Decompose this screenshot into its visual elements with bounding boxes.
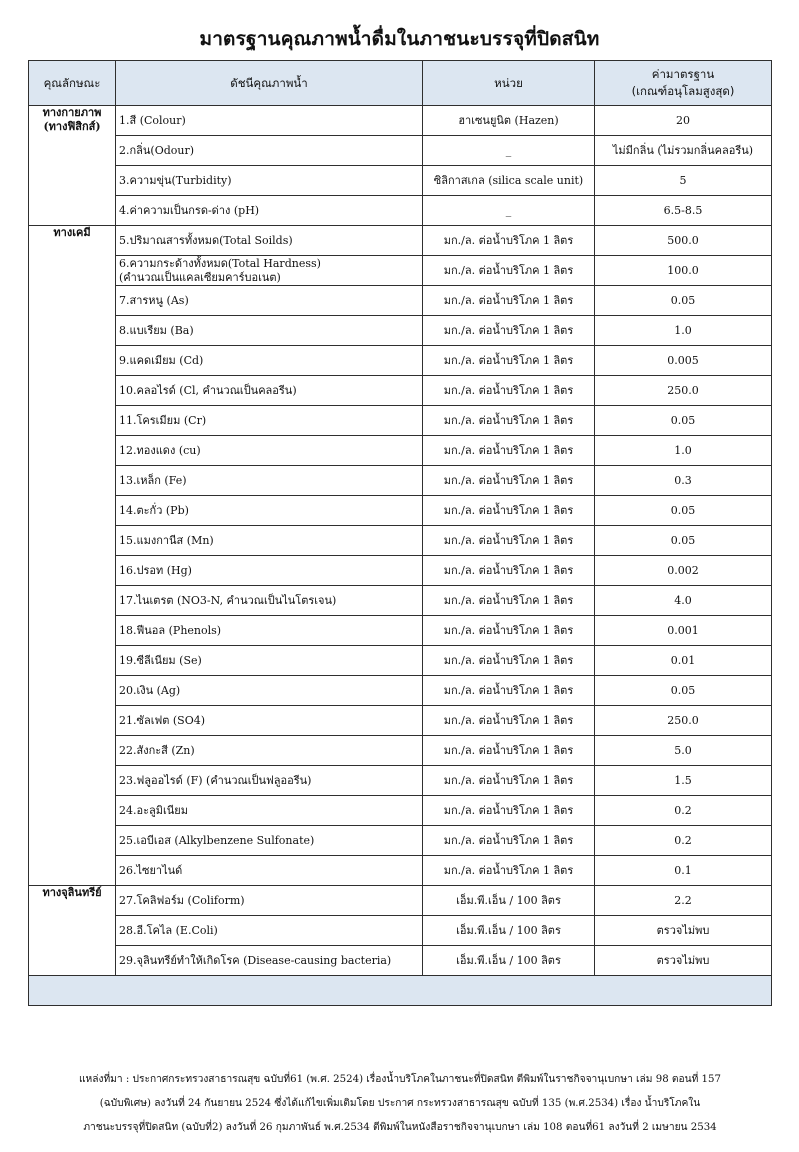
unit-cell: มก./ล. ต่อน้ำบริโภค 1 ลิตร bbox=[423, 586, 595, 616]
table-row bbox=[29, 226, 772, 256]
unit-cell: ฮาเซนยูนิต (Hazen) bbox=[423, 106, 595, 136]
parameter-cell bbox=[116, 226, 423, 256]
parameter-cell bbox=[116, 136, 423, 166]
standard-value-cell: ตรวจไม่พบ bbox=[595, 916, 772, 946]
table-row bbox=[29, 946, 772, 976]
standard-value-cell: 4.0 bbox=[595, 586, 772, 616]
table-row bbox=[29, 556, 772, 586]
table-footer-band bbox=[29, 976, 772, 1006]
parameter-name: 23.ฟลูออไรด์ (F) (คำนวณเป็นฟลูออรีน) bbox=[119, 773, 312, 787]
parameter-cell bbox=[116, 796, 423, 826]
standard-value-cell: 0.001 bbox=[595, 616, 772, 646]
group-micro bbox=[29, 886, 116, 976]
table-row bbox=[29, 856, 772, 886]
table-row bbox=[29, 286, 772, 316]
parameter-cell bbox=[116, 856, 423, 886]
page-title: มาตรฐานคุณภาพน้ำดื่มในภาชนะบรรจุที่ปิดสนิท bbox=[199, 28, 600, 50]
parameter-name: 13.เหล็ก (Fe) bbox=[119, 473, 187, 487]
table-row bbox=[29, 136, 772, 166]
water-standard-table bbox=[28, 60, 772, 1006]
parameter-note: (คำนวณเป็นแคลเซียมคาร์บอเนต) bbox=[119, 270, 281, 284]
parameter-cell bbox=[116, 196, 423, 226]
header-standard bbox=[595, 61, 772, 106]
table-row bbox=[29, 706, 772, 736]
standard-value-cell: 0.005 bbox=[595, 346, 772, 376]
standard-value-cell: 0.1 bbox=[595, 856, 772, 886]
unit-cell: มก./ล. ต่อน้ำบริโภค 1 ลิตร bbox=[423, 796, 595, 826]
unit-cell: เอ็ม.พี.เอ็น / 100 ลิตร bbox=[423, 886, 595, 916]
unit-cell: มก./ล. ต่อน้ำบริโภค 1 ลิตร bbox=[423, 556, 595, 586]
parameter-name: 9.แคดเมียม (Cd) bbox=[119, 353, 204, 367]
parameter-name: 4.ค่าความเป็นกรด-ด่าง (pH) bbox=[119, 203, 260, 217]
standard-value-cell: 0.01 bbox=[595, 646, 772, 676]
parameter-name: 20.เงิน (Ag) bbox=[119, 683, 181, 697]
standard-value-cell: 5.0 bbox=[595, 736, 772, 766]
standard-value-cell: 0.002 bbox=[595, 556, 772, 586]
table-row bbox=[29, 256, 772, 286]
unit-cell: มก./ล. ต่อน้ำบริโภค 1 ลิตร bbox=[423, 226, 595, 256]
parameter-name: 12.ทองแดง (cu) bbox=[119, 443, 201, 457]
standard-value-cell: 0.05 bbox=[595, 676, 772, 706]
standard-value-cell: 250.0 bbox=[595, 706, 772, 736]
unit-cell: มก./ล. ต่อน้ำบริโภค 1 ลิตร bbox=[423, 406, 595, 436]
parameter-cell bbox=[116, 406, 423, 436]
standard-value-cell: 1.0 bbox=[595, 436, 772, 466]
standard-value-cell: 5 bbox=[595, 166, 772, 196]
table-row bbox=[29, 616, 772, 646]
header-characteristic: คุณลักษณะ bbox=[29, 61, 116, 106]
parameter-cell bbox=[116, 676, 423, 706]
parameter-name: 2.กลิ่น(Odour) bbox=[119, 143, 195, 157]
unit-cell: มก./ล. ต่อน้ำบริโภค 1 ลิตร bbox=[423, 316, 595, 346]
standard-value-cell: ไม่มีกลิ่น (ไม่รวมกลิ่นคลอรีน) bbox=[595, 136, 772, 166]
parameter-cell bbox=[116, 526, 423, 556]
standard-value-cell: 6.5-8.5 bbox=[595, 196, 772, 226]
parameter-cell bbox=[116, 556, 423, 586]
group-label: ทางกายภาพ bbox=[42, 106, 102, 119]
parameter-name: 29.จุลินทรีย์ทำให้เกิดโรค (Disease-causing bacteria) bbox=[119, 953, 392, 967]
parameter-cell bbox=[116, 826, 423, 856]
parameter-cell bbox=[116, 106, 423, 136]
parameter-cell bbox=[116, 496, 423, 526]
parameter-cell bbox=[116, 166, 423, 196]
unit-cell: มก./ล. ต่อน้ำบริโภค 1 ลิตร bbox=[423, 766, 595, 796]
standard-value-cell: 500.0 bbox=[595, 226, 772, 256]
table-row bbox=[29, 196, 772, 226]
parameter-name: 18.ฟีนอล (Phenols) bbox=[119, 623, 222, 637]
table-row bbox=[29, 586, 772, 616]
parameter-name: 26.ไซยาไนด์ bbox=[119, 863, 183, 877]
unit-cell: มก./ล. ต่อน้ำบริโภค 1 ลิตร bbox=[423, 736, 595, 766]
unit-cell: มก./ล. ต่อน้ำบริโภค 1 ลิตร bbox=[423, 496, 595, 526]
standard-value-cell: ตรวจไม่พบ bbox=[595, 946, 772, 976]
unit-cell: มก./ล. ต่อน้ำบริโภค 1 ลิตร bbox=[423, 466, 595, 496]
parameter-cell bbox=[116, 886, 423, 916]
table-row bbox=[29, 496, 772, 526]
standard-value-cell: 20 bbox=[595, 106, 772, 136]
standard-value-cell: 2.2 bbox=[595, 886, 772, 916]
table-row bbox=[29, 376, 772, 406]
table-row bbox=[29, 106, 772, 136]
unit-cell: มก./ล. ต่อน้ำบริโภค 1 ลิตร bbox=[423, 706, 595, 736]
table-row bbox=[29, 406, 772, 436]
parameter-name: 17.ไนเตรต (NO3-N, คำนวณเป็นไนโตรเจน) bbox=[119, 593, 337, 607]
footnote-line: (ฉบับพิเศษ) ลงวันที่ 24 กันยายน 2524 ซึ่งได้แก้ไขเพิ่มเติมโดย ประกาศ กระทรวงสาธารณสุข ฉบับที่ 135 (พ.ศ.2534) เรื่อง น้ำบริโภคใน bbox=[99, 1098, 701, 1109]
parameter-name: 7.สารหนู (As) bbox=[119, 293, 189, 307]
standard-value-cell: 250.0 bbox=[595, 376, 772, 406]
parameter-cell bbox=[116, 316, 423, 346]
parameter-name: 16.ปรอท (Hg) bbox=[119, 563, 192, 577]
unit-cell: มก./ล. ต่อน้ำบริโภค 1 ลิตร bbox=[423, 256, 595, 286]
footnote-line: ภาชนะบรรจุที่ปิดสนิท (ฉบับที่2) ลงวันที่ 26 กุมภาพันธ์ พ.ศ.2534 ตีพิมพ์ในหนังสือราชกิจจานุเบกษา เล่ม 108 ตอนที่61 ลงวันที่ 2 เมษายน 2534 bbox=[83, 1122, 717, 1133]
header-standard-line2: (เกณฑ์อนุโลมสูงสุด) bbox=[631, 84, 735, 98]
unit-cell: มก./ล. ต่อน้ำบริโภค 1 ลิตร bbox=[423, 826, 595, 856]
unit-cell: ซิลิกาสเกล (silica scale unit) bbox=[423, 166, 595, 196]
parameter-cell bbox=[116, 616, 423, 646]
table-row bbox=[29, 466, 772, 496]
standard-value-cell: 0.05 bbox=[595, 526, 772, 556]
source-footnote bbox=[70, 1068, 730, 1140]
parameter-name: 8.แบเรียม (Ba) bbox=[119, 323, 194, 337]
parameter-name: 1.สี (Colour) bbox=[119, 113, 186, 127]
table-row bbox=[29, 526, 772, 556]
parameter-name: 5.ปริมาณสารทั้งหมด(Total Soilds) bbox=[119, 233, 293, 247]
unit-cell: มก./ล. ต่อน้ำบริโภค 1 ลิตร bbox=[423, 436, 595, 466]
standard-value-cell: 0.2 bbox=[595, 826, 772, 856]
parameter-name: 21.ซัลเฟต (SO4) bbox=[119, 713, 206, 727]
empty-footer-cell bbox=[29, 976, 772, 1006]
footnote-line: แหล่งที่มา : ประกาศกระทรวงสาธารณสุข ฉบับที่61 (พ.ศ. 2524) เรื่องน้ำบริโภคในภาชนะที่ปิดสนิท ตีพิมพ์ในราชกิจจานุเบกษา เล่ม 98 ตอนที่ 157 bbox=[78, 1074, 722, 1085]
unit-cell: มก./ล. ต่อน้ำบริโภค 1 ลิตร bbox=[423, 616, 595, 646]
parameter-cell bbox=[116, 766, 423, 796]
table-row bbox=[29, 826, 772, 856]
table-row bbox=[29, 886, 772, 916]
parameter-cell bbox=[116, 586, 423, 616]
parameter-name: 28.อี.โคไล (E.Coli) bbox=[119, 923, 218, 937]
parameter-cell bbox=[116, 286, 423, 316]
standard-value-cell: 0.05 bbox=[595, 406, 772, 436]
unit-cell: มก./ล. ต่อน้ำบริโภค 1 ลิตร bbox=[423, 286, 595, 316]
unit-cell: มก./ล. ต่อน้ำบริโภค 1 ลิตร bbox=[423, 376, 595, 406]
parameter-cell bbox=[116, 706, 423, 736]
parameter-name: 6.ความกระด้างทั้งหมด(Total Hardness) bbox=[119, 256, 321, 270]
parameter-cell bbox=[116, 946, 423, 976]
parameter-name: 19.ซีลีเนียม (Se) bbox=[119, 653, 202, 667]
parameter-cell bbox=[116, 376, 423, 406]
parameter-name: 24.อะลูมิเนียม bbox=[119, 803, 188, 817]
parameter-name: 27.โคลิฟอร์ม (Coliform) bbox=[119, 893, 245, 907]
unit-cell: เอ็ม.พี.เอ็น / 100 ลิตร bbox=[423, 946, 595, 976]
unit-cell: เอ็ม.พี.เอ็น / 100 ลิตร bbox=[423, 916, 595, 946]
table-row bbox=[29, 166, 772, 196]
unit-cell: _ bbox=[423, 136, 595, 166]
table-row bbox=[29, 736, 772, 766]
parameter-name: 11.โครเมียม (Cr) bbox=[119, 413, 207, 427]
group-label: ทางจุลินทรีย์ bbox=[42, 886, 102, 899]
standard-value-cell: 0.05 bbox=[595, 496, 772, 526]
unit-cell: มก./ล. ต่อน้ำบริโภค 1 ลิตร bbox=[423, 346, 595, 376]
parameter-name: 3.ความขุ่น(Turbidity) bbox=[119, 173, 232, 187]
standard-value-cell: 1.5 bbox=[595, 766, 772, 796]
table-row bbox=[29, 646, 772, 676]
group-chemical bbox=[29, 226, 116, 886]
standard-value-cell: 1.0 bbox=[595, 316, 772, 346]
table-row bbox=[29, 916, 772, 946]
standard-value-cell: 0.3 bbox=[595, 466, 772, 496]
parameter-name: 22.สังกะสี (Zn) bbox=[119, 743, 195, 757]
table-header-row bbox=[29, 61, 772, 106]
group-physical bbox=[29, 106, 116, 226]
header-index: ดัชนีคุณภาพน้ำ bbox=[116, 61, 423, 106]
parameter-name: 15.แมงกานีส (Mn) bbox=[119, 533, 214, 547]
table-row bbox=[29, 766, 772, 796]
parameter-name: 10.คลอไรด์ (Cl, คำนวณเป็นคลอรีน) bbox=[119, 383, 297, 397]
parameter-cell bbox=[116, 916, 423, 946]
unit-cell: _ bbox=[423, 196, 595, 226]
header-standard-line1: ค่ามาตรฐาน bbox=[651, 67, 715, 81]
unit-cell: มก./ล. ต่อน้ำบริโภค 1 ลิตร bbox=[423, 676, 595, 706]
header-unit: หน่วย bbox=[423, 61, 595, 106]
table-row bbox=[29, 676, 772, 706]
standard-value-cell: 0.05 bbox=[595, 286, 772, 316]
standard-value-cell: 100.0 bbox=[595, 256, 772, 286]
table-row bbox=[29, 316, 772, 346]
parameter-cell bbox=[116, 736, 423, 766]
parameter-name: 25.เอบีเอส (Alkylbenzene Sulfonate) bbox=[119, 833, 315, 847]
group-label: ทางเคมี bbox=[53, 226, 91, 239]
parameter-cell bbox=[116, 466, 423, 496]
parameter-name: 14.ตะกั่ว (Pb) bbox=[119, 503, 189, 517]
table-row bbox=[29, 436, 772, 466]
table-row bbox=[29, 346, 772, 376]
parameter-cell bbox=[116, 646, 423, 676]
standard-value-cell: 0.2 bbox=[595, 796, 772, 826]
unit-cell: มก./ล. ต่อน้ำบริโภค 1 ลิตร bbox=[423, 856, 595, 886]
parameter-cell bbox=[116, 346, 423, 376]
table-row bbox=[29, 796, 772, 826]
parameter-cell bbox=[116, 436, 423, 466]
unit-cell: มก./ล. ต่อน้ำบริโภค 1 ลิตร bbox=[423, 646, 595, 676]
group-label: (ทางฟิสิกส์) bbox=[43, 120, 101, 133]
parameter-cell bbox=[116, 256, 423, 286]
unit-cell: มก./ล. ต่อน้ำบริโภค 1 ลิตร bbox=[423, 526, 595, 556]
